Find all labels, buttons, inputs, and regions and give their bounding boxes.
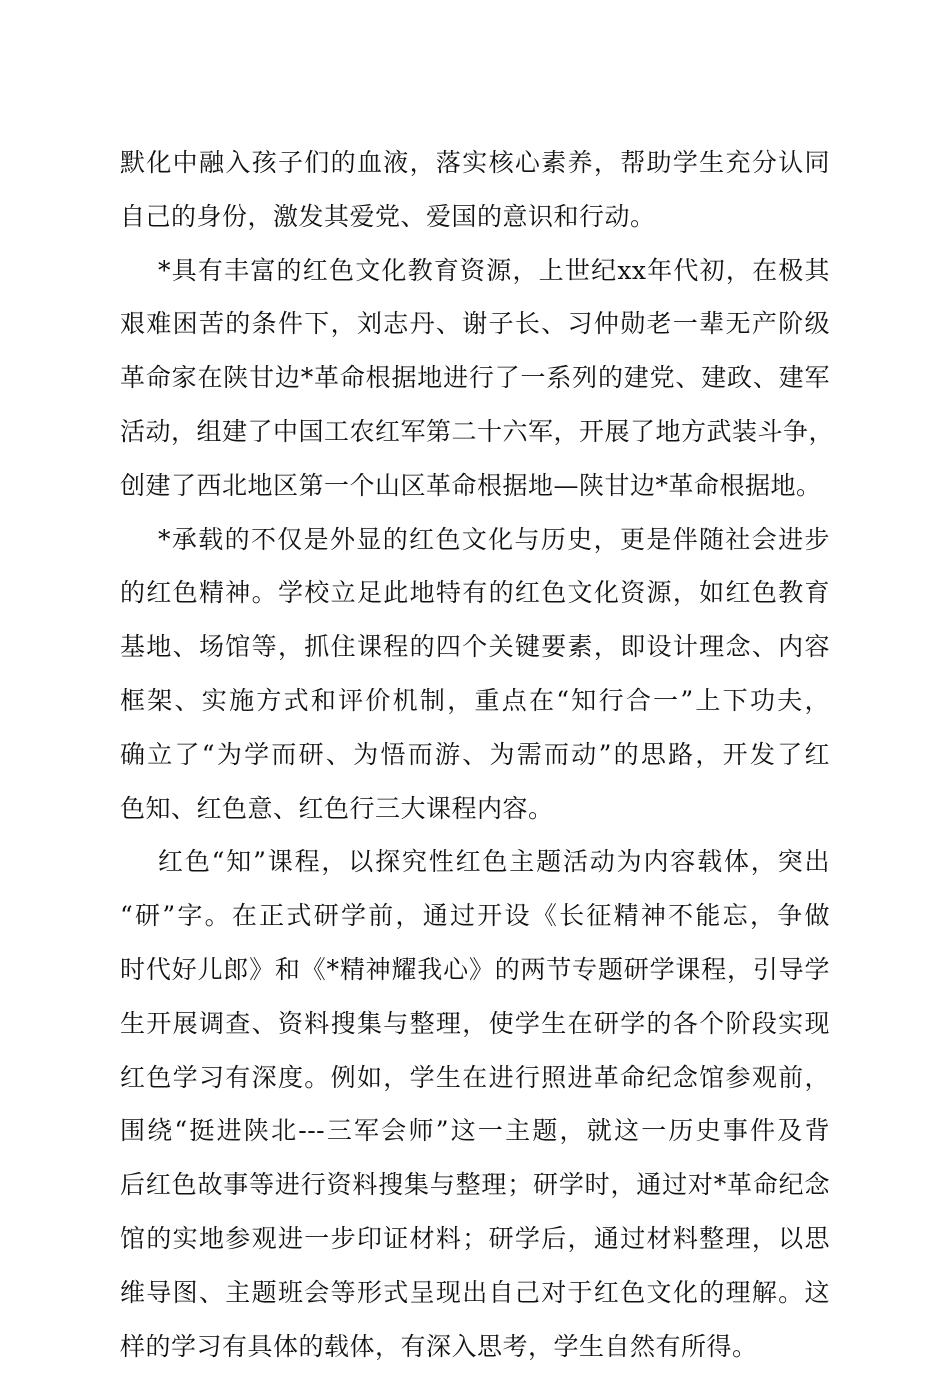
paragraph-4-line-9: 维导图、主题班会等形式呈现出自己对于红色文化的理解。这 <box>120 1277 830 1307</box>
paragraph-4-line-10: 样的学习有具体的载体，有深入思考，学生自然有所得。 <box>120 1331 758 1361</box>
paragraph-1-line-1: 默化中融入孩子们的血液，落实核心素养，帮助学生充分认同 <box>120 148 830 177</box>
paragraph-4-line-3: 时代好儿郎》和《*精神耀我心》的两节专题研学课程，引导学 <box>120 954 830 984</box>
paragraph-3-line-6: 色知、红色意、红色行三大课程内容。 <box>120 793 554 823</box>
paragraph-3-line-4: 框架、实施方式和评价机制，重点在“知行合一”上下功夫， <box>120 685 830 715</box>
paragraph-4-line-1: 红色“知”课程，以探究性红色主题活动为内容载体，突出 <box>158 847 830 877</box>
paragraph-4-line-2: “研”字。在正式研学前，通过开设《长征精神不能忘，争做 <box>120 901 830 931</box>
paragraph-4-line-8: 馆的实地参观进一步印证材料；研学后，通过材料整理，以思 <box>120 1223 830 1253</box>
paragraph-3-line-3: 基地、场馆等，抓住课程的四个关键要素，即设计理念、内容 <box>120 632 830 662</box>
paragraph-3-line-2: 的红色精神。学校立足此地特有的红色文化资源，如红色教育 <box>120 578 830 608</box>
paragraph-4-line-5: 红色学习有深度。例如，学生在进行照进革命纪念馆参观前， <box>120 1062 830 1092</box>
paragraph-2-line-5: 创建了西北地区第一个山区革命根据地—陕甘边*革命根据地。 <box>120 470 822 500</box>
paragraph-4-line-7: 后红色故事等进行资料搜集与整理；研学时，通过对*革命纪念 <box>120 1170 830 1200</box>
paragraph-1-line-2: 自己的身份，激发其爱党、爱国的意识和行动。 <box>120 201 656 231</box>
paragraph-2-line-4: 活动，组建了中国工农红军第二十六军，开展了地方武装斗争， <box>120 416 835 446</box>
document-body <box>120 136 835 1373</box>
paragraph-3-line-1: *承载的不仅是外显的红色文化与历史，更是伴随社会进步 <box>158 524 830 554</box>
paragraph-4-line-6: 围绕“挺进陕北---三军会师”这一主题，就这一历史事件及背 <box>120 1116 830 1146</box>
paragraph-2-line-3: 革命家在陕甘边*革命根据地进行了一系列的建党、建政、建军 <box>120 363 830 393</box>
paragraph-2-line-1: *具有丰富的红色文化教育资源，上世纪xx年代初，在极其 <box>158 255 830 285</box>
paragraph-4-line-4: 生开展调查、资料搜集与整理，使学生在研学的各个阶段实现 <box>120 1008 830 1038</box>
paragraph-3-line-5: 确立了“为学而研、为悟而游、为需而动”的思路，开发了红 <box>120 739 830 769</box>
paragraph-2-line-2: 艰难困苦的条件下，刘志丹、谢子长、习仲勋老一辈无产阶级 <box>120 309 830 339</box>
